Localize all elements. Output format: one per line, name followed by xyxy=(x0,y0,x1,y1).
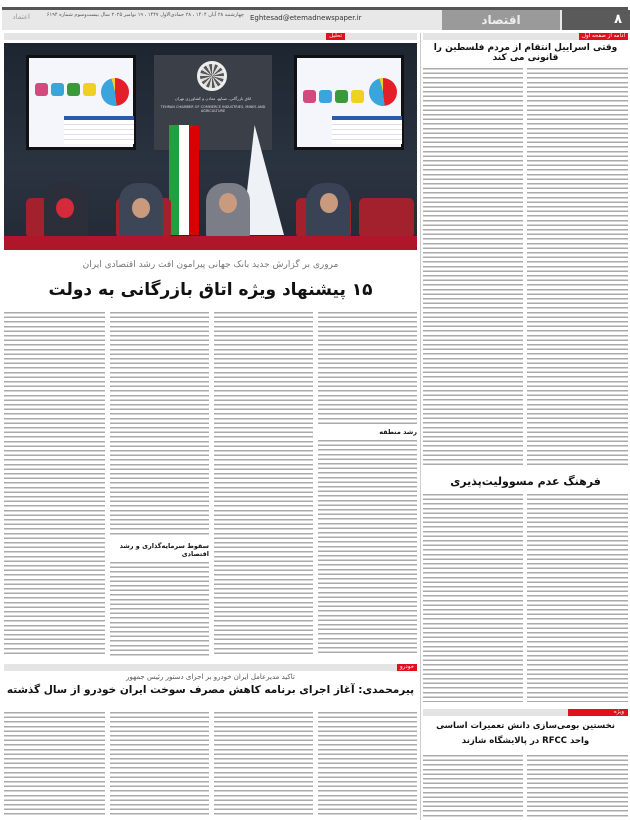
rfcc-headline-line1[interactable]: نخستین بومی‌سازی دانش تعمیرات اساسی xyxy=(436,721,615,731)
newspaper-logo: اعتماد xyxy=(12,13,30,21)
responsibility-headline[interactable]: فرهنگ عدم مسوولیت‌پذیری xyxy=(450,475,601,488)
israel-body-col2 xyxy=(423,68,523,466)
analysis-tag: تحلیل xyxy=(326,33,345,40)
special-tag: ویژه xyxy=(568,709,628,716)
auto-body-col3 xyxy=(110,712,209,818)
main-body-col1b xyxy=(318,440,417,656)
special-bar xyxy=(423,709,628,716)
main-body-col3 xyxy=(110,312,209,537)
auto-bar xyxy=(4,664,417,671)
presentation-screen-left xyxy=(26,55,136,150)
presentation-screen-right xyxy=(294,55,404,150)
rfcc-body-col2 xyxy=(423,755,523,818)
israel-body-col1 xyxy=(527,68,628,466)
rfcc-headline-line2[interactable]: واحد RFCC در پالایشگاه شازند xyxy=(461,736,590,746)
continued-bar xyxy=(423,33,628,40)
analysis-bar xyxy=(4,33,417,40)
israel-headline[interactable]: وقتی اسراییل انتقام از مردم فلسطین را قانونی می کند xyxy=(433,43,618,64)
main-body-col3b xyxy=(110,562,209,656)
photo-sign-en: TEHRAN CHAMBER OF COMMERCE INDUSTRIES, MINES AND AGRICULTURE xyxy=(160,105,266,114)
main-headline[interactable]: ۱۵ پیشنهاد ویژه اتاق بازرگانی به دولت xyxy=(48,280,373,300)
column-divider xyxy=(420,33,421,820)
email[interactable]: Eghtesad@etemadnewspaper.ir xyxy=(250,14,362,22)
auto-body-col1 xyxy=(318,712,417,818)
chamber-logo-icon xyxy=(197,61,227,91)
continued-tag: ادامه از صفحه اول xyxy=(579,33,628,40)
photo-sign: اتاق بازرگانی، صنایع، معادن و کشاورزی تهران xyxy=(174,96,252,101)
page-number: ۸ xyxy=(562,10,630,30)
main-body-col2 xyxy=(214,312,313,656)
main-kicker: مروری بر گزارش جدید بانک جهانی پیرامون افت رشد اقتصادی ایران xyxy=(82,260,339,270)
conference-photo xyxy=(4,43,417,250)
rfcc-body-col1 xyxy=(527,755,628,818)
conference-desk xyxy=(4,236,417,250)
auto-headline[interactable]: پیرمحمدی: آغاز اجرای برنامه کاهش مصرف سوخت ایران خودرو از سال گذشته xyxy=(6,684,415,696)
subhead-investment: سقوط سرمایه‌گذاری و رشد اقتصادی xyxy=(110,542,209,558)
dateline: چهارشنبه ۲۸ آبان ۱۴۰۴ ، ۲۸ جمادی‌الاول ۱۴۴۷ ، ۱۹ نوامبر ۲۰۲۵ سال بیست‌وسوم شماره ۶۱۹۴ xyxy=(46,12,244,18)
responsibility-body-col2 xyxy=(423,494,523,702)
section-title: اقتصاد xyxy=(442,10,560,30)
auto-body-col2 xyxy=(214,712,313,818)
main-body-col1 xyxy=(318,312,417,424)
subhead-region: رشد منطقه xyxy=(318,428,417,436)
main-body-col4 xyxy=(4,312,105,656)
auto-kicker: تاکید مدیرعامل ایران خودرو بر اجرای دستور رئیس جمهور xyxy=(126,673,295,681)
responsibility-body-col1 xyxy=(527,494,628,702)
auto-body-col4 xyxy=(4,712,105,818)
auto-tag: خودرو xyxy=(397,664,417,671)
iran-flag xyxy=(169,125,199,235)
